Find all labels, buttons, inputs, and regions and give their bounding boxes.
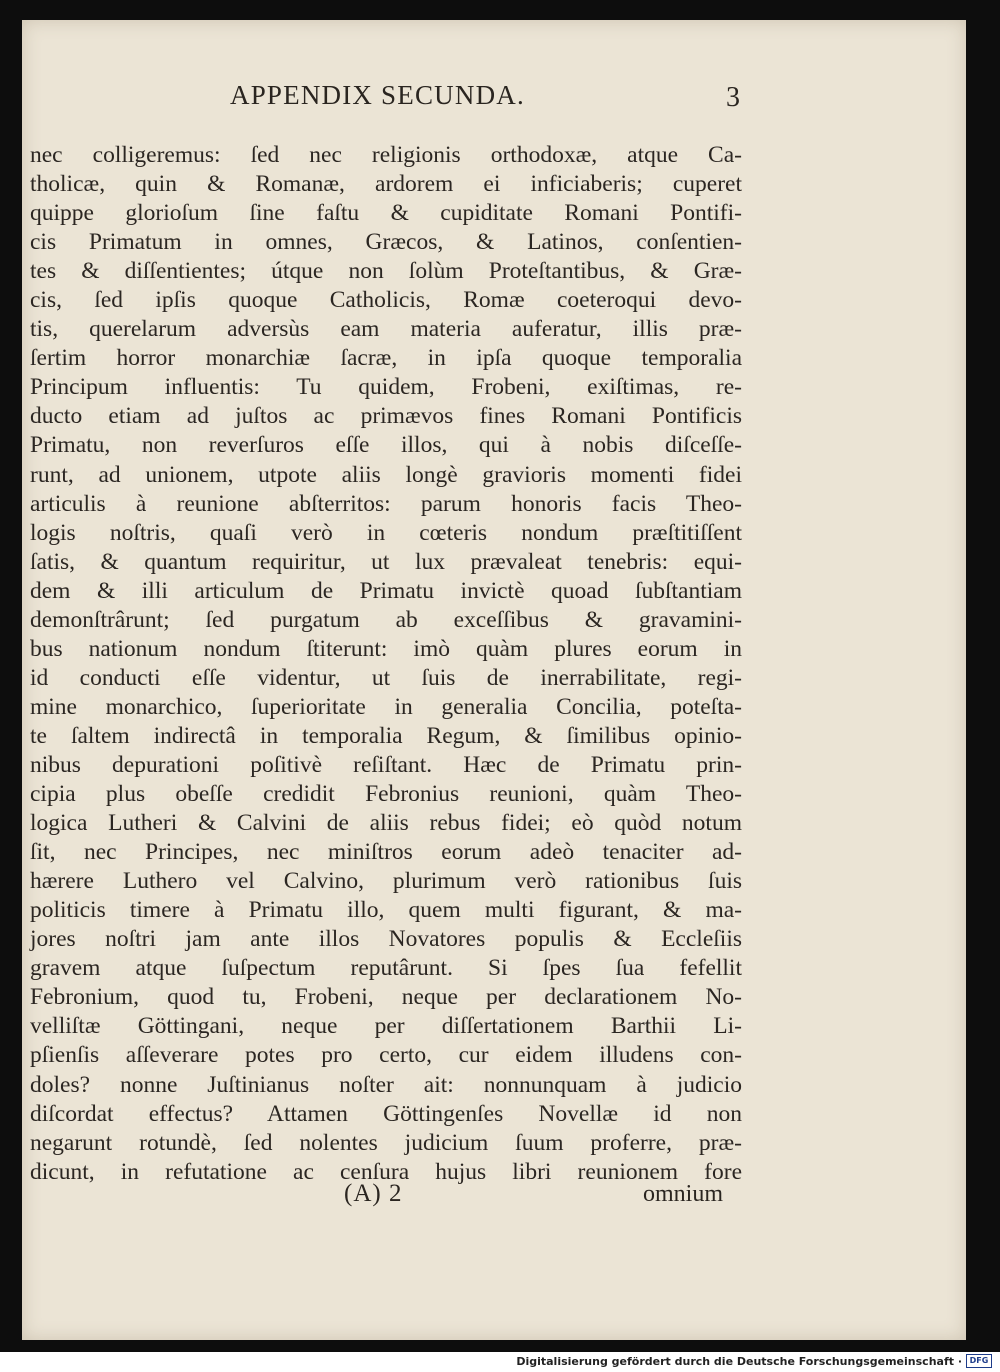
credit-bar [0, 1352, 1000, 1372]
text-line: tes & diſſentientes; útque non ſolùm Proteſtantibus, & Græ- [30, 258, 742, 285]
text-line: tholicæ, quin & Romanæ, ardorem ei inficiaberis; cuperet [30, 171, 742, 198]
book-page [22, 20, 966, 1340]
page-header [22, 80, 966, 126]
text-line: cis Primatum in omnes, Græcos, & Latinos, conſentien- [30, 229, 742, 256]
text-line: velliſtæ Göttingani, neque per diſſertationem Barthii Li- [30, 1013, 742, 1040]
text-line: demonſtrârunt; ſed purgatum ab exceſſibus & gravamini- [30, 606, 742, 633]
text-line: id conducti eſſe videntur, ut ſuis de inerrabilitate, regi- [30, 664, 742, 691]
text-line: ſatis, & quantum requiritur, ut lux prævaleat tenebris: equi- [30, 548, 742, 575]
text-line: cis, ſed ipſis quoque Catholicis, Romæ coeteroqui devo- [30, 287, 742, 314]
text-line: dem & illi articulum de Primatu invictè quoad ſubſtantiam [30, 577, 742, 604]
text-line: doles? nonne Juſtinianus noſter ait: nonnunquam à judicio [30, 1071, 742, 1098]
page-footer [22, 1180, 966, 1216]
signature-mark: (A) 2 [344, 1180, 403, 1207]
text-line: quippe glorioſum ſine faſtu & cupiditate Romani Pontifi- [30, 200, 742, 227]
text-line: ſit, nec Principes, nec miniſtros eorum adeò tenaciter ad- [30, 839, 742, 866]
text-line: runt, ad unionem, utpote aliis longè gravioris momenti fidei [30, 461, 742, 488]
text-line: te ſaltem indirectâ in temporalia Regum, & ſimilibus opinio- [30, 722, 742, 749]
catchword: omnium [643, 1181, 724, 1207]
text-line: bus nationum nondum ſtiterunt: imò quàm plures eorum in [30, 635, 742, 662]
dfg-logo: DFG [966, 1354, 992, 1368]
text-line: ducto etiam ad juſtos ac primævos fines Romani Pontificis [30, 403, 742, 430]
text-line: cipia plus obeſſe credidit Febronius reunioni, quàm Theo- [30, 781, 742, 808]
page-number: 3 [726, 82, 740, 113]
running-title: APPENDIX SECUNDA. [230, 80, 525, 110]
text-line: logica Lutheri & Calvini de aliis rebus fidei; eò quòd notum [30, 810, 742, 837]
text-line: Febronium, quod tu, Frobeni, neque per declarationem No- [30, 984, 742, 1011]
text-line: nibus depurationi poſitivè reſiſtant. Hæc de Primatu prin- [30, 751, 742, 778]
text-line: logis noſtris, quaſi verò in cœteris nondum præſtitiſſent [30, 519, 742, 546]
text-line: nec colligeremus: ſed nec religionis orthodoxæ, atque Ca- [30, 142, 742, 168]
funding-credit: Digitalisierung gefördert durch die Deutsche Forschungsgemeinschaft · [516, 1355, 962, 1368]
text-line: Primatu, non reverſuros eſſe illos, qui à nobis diſceſſe- [30, 432, 742, 459]
text-line: ſertim horror monarchiæ ſacræ, in ipſa quoque temporalia [30, 345, 742, 372]
text-line: negarunt rotundè, ſed nolentes judicium ſuum proferre, præ- [30, 1129, 742, 1156]
text-line: hærere Luthero vel Calvino, plurimum verò rationibus ſuis [30, 868, 742, 895]
text-line: pſienſis aſſeverare potes pro certo, cur eidem illudens con- [30, 1042, 742, 1069]
text-line: politicis timere à Primatu illo, quem multi figurant, & ma- [30, 897, 742, 924]
text-line: Principum influentis: Tu quidem, Frobeni, exiſtimas, re- [30, 374, 742, 401]
text-line: diſcordat effectus? Attamen Göttingenſes Novellæ id non [30, 1100, 742, 1127]
body-text [30, 141, 742, 1187]
text-line: dicunt, in refutatione ac cenſura hujus libri reunionem fore [30, 1158, 742, 1185]
text-line: tis, querelarum adversùs eam materia auferatur, illis præ- [30, 316, 742, 343]
text-line: jores noſtri jam ante illos Novatores populis & Eccleſiis [30, 926, 742, 953]
text-line: mine monarchico, ſuperioritate in generalia Concilia, poteſta- [30, 693, 742, 720]
text-line: gravem atque ſuſpectum reputârunt. Si ſpes ſua fefellit [30, 955, 742, 982]
text-line: articulis à reunione abſterritos: parum honoris facis Theo- [30, 490, 742, 517]
